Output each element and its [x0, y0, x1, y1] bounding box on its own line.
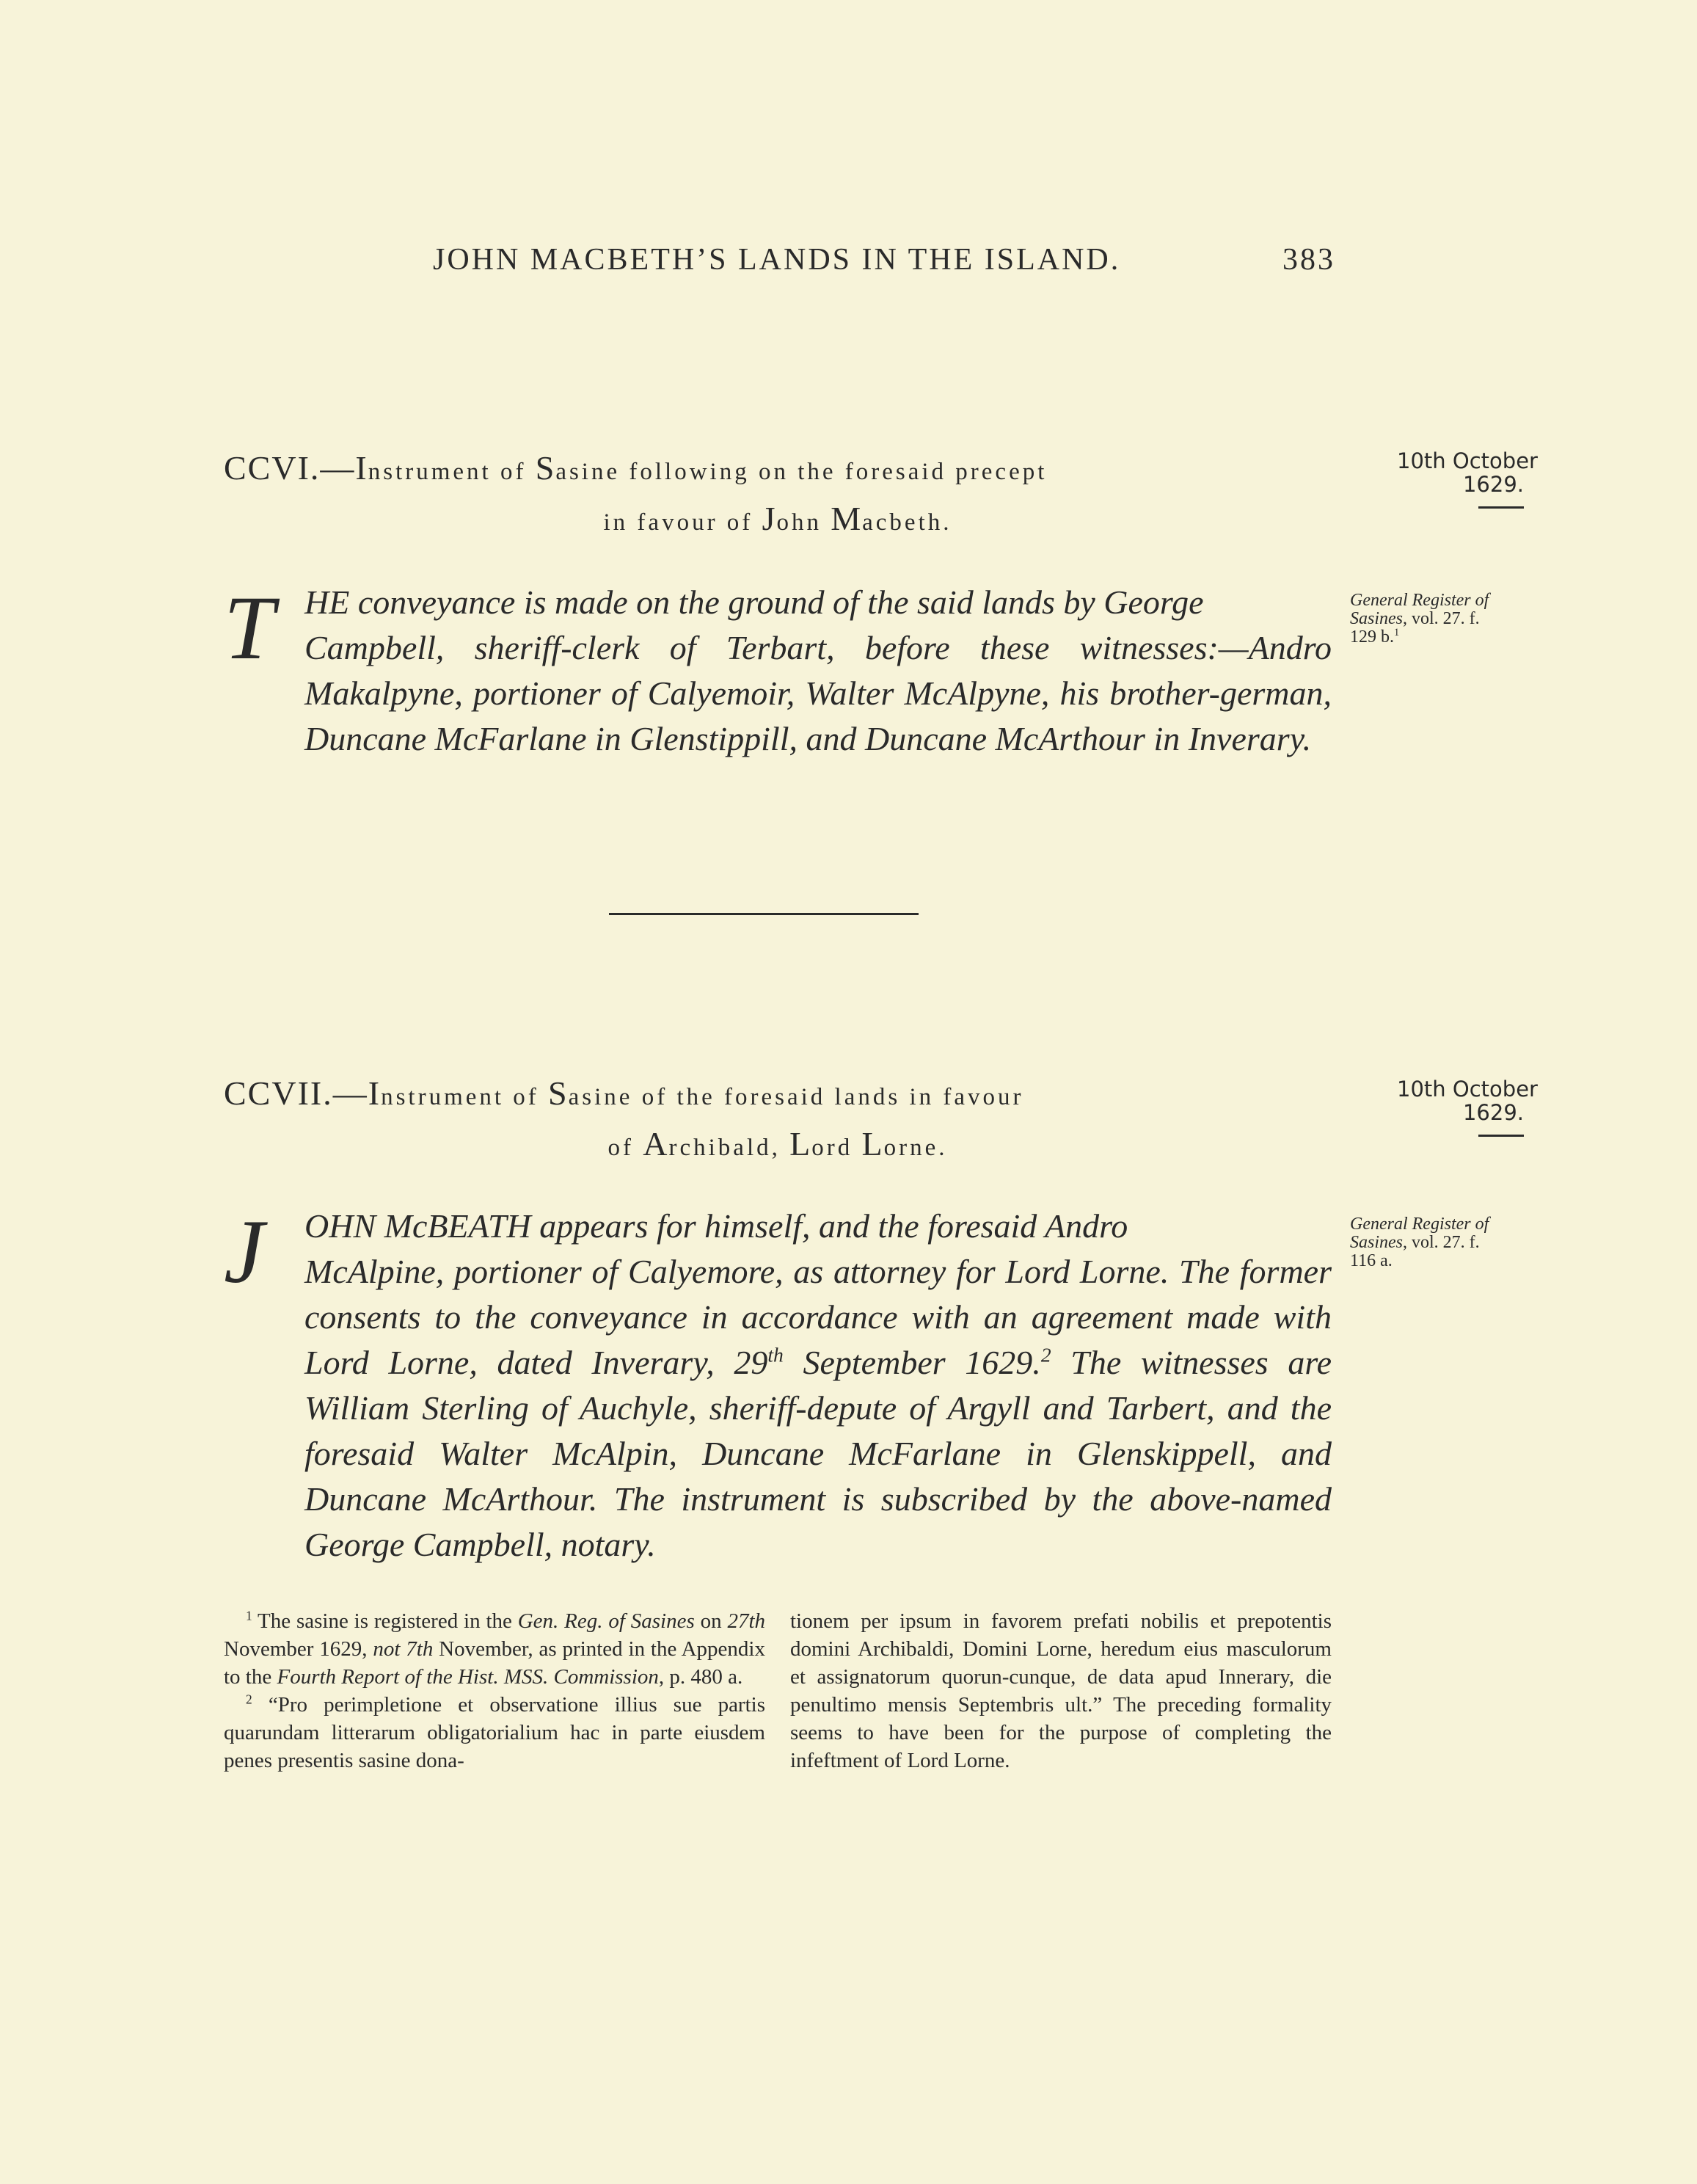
section-ccvii-heading: CCVII.—Instrument of Sasine of the foresaid lands in favour of Archibald, Lord Lorne.	[224, 1074, 1024, 1162]
footnote-1: $^1$ The sasine is registered in the Gen. Reg. of Sasines on 27th November 1629, not 7th November, as printed in the Appendix to the Fourth Report of the Hist. MSS. Commission, p. 480 a.	[224, 1608, 766, 1689]
footnotes-right-column	[790, 1607, 1332, 1774]
running-head	[433, 242, 1335, 277]
footnote-2-continued: tionem per ipsum in favorem prefati nobilis et prepotentis domini Archibaldi, Domini Lorne, heredum eius masculorum et assignatorum quorun-cunque, de data apud Innerary, die penultimo mensis Septembris ult.” The preceding formality seems to have been for the purpose of completing the infeftment of Lord Lorne.	[790, 1609, 1332, 1772]
section-ccvii-reference: General Register of Sasines, vol. 27. f. 116 a.	[1350, 1215, 1489, 1270]
section-ccvi-heading: CCVI.—Instrument of Sasine following on the foresaid precept in favour of John Macbeth.	[224, 449, 1048, 537]
section-ccvi-body: T HE conveyance is made on the ground of the said lands by George Campbell, sheriff-clerk of Terbart, before these witnesses:—Andro Makalpyne, portioner of Calyemoir, Walter McAlpyne, his brother-german, Duncane McFarlane in Glenstippill, and Duncane McArthour in Inverary.	[224, 578, 1332, 757]
section-divider	[609, 913, 919, 915]
page-number: 383	[1282, 243, 1335, 277]
section-ccvii-date: 10th October 1629.	[1383, 1077, 1552, 1137]
drop-cap: J	[224, 1201, 265, 1302]
date-rule	[1478, 506, 1524, 509]
footnote-2: $^2$ “Pro perimpletione et observatione illius sue partis quarundam litterarum obligatorialium hac in parte eiusdem penes presentis sasine dona-	[224, 1692, 765, 1772]
footnotes-left-column	[224, 1607, 765, 1774]
section-ccvii-body: J OHN McBEATH appears for himself, and the foresaid Andro McAlpine, portioner of Calyemore, as attorney for Lord Lorne. The former consents to the conveyance in accordance with an agreement made with Lord Lorne, dated Inverary, 29th September 1629.$^2$ The witnesses are William Sterling of Auchyle, sheriff-depute of Argyll and Tarbert, and the foresaid Walter McAlpin, Duncane McFarlane in Glenskippell, and Duncane McArthour. The instrument is subscribed by the above-named George Campbell, notary.	[224, 1201, 1332, 1563]
drop-cap: T	[224, 578, 274, 678]
running-head-title: JOHN MACBETH’S LANDS IN THE ISLAND.	[433, 243, 1121, 277]
section-ccvi-reference: General Register of Sasines, vol. 27. f. 129 b.$^1$	[1350, 591, 1489, 647]
section-ccvi-date: 10th October 1629.	[1383, 449, 1552, 509]
date-rule	[1478, 1135, 1524, 1137]
